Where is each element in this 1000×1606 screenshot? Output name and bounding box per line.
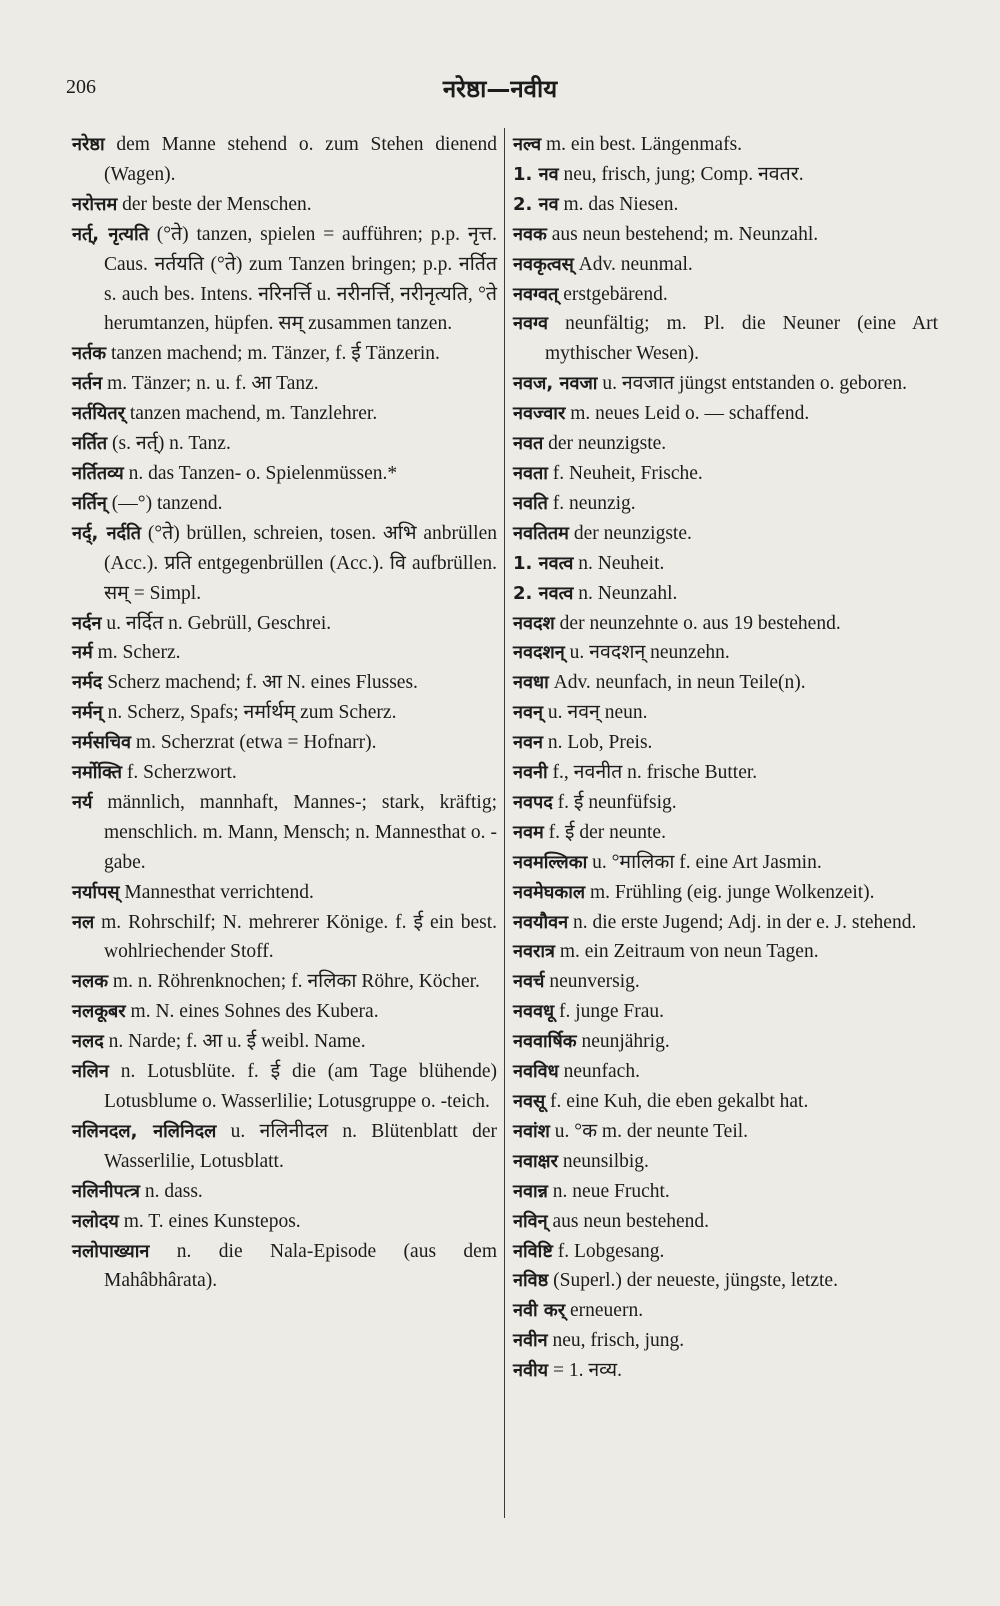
entry-definition: neunfach. — [563, 1061, 640, 1083]
dictionary-entry — [513, 997, 938, 1027]
entry-definition: u. नवदशन् neunzehn. — [569, 642, 730, 664]
entry-headword: नवनी — [513, 762, 548, 784]
entry-headword: नवान्न — [513, 1180, 548, 1202]
entry-headword: नवज, नवजा — [513, 373, 598, 395]
entry-definition: dem Manne stehend o. zum Stehen dienend (Wagen). — [104, 134, 497, 185]
entry-definition: n. die erste Jugend; Adj. in der e. J. stehend. — [572, 911, 917, 933]
entry-definition: u. नलिनीदल n. Blütenblatt der Wasserlilie, Lotusblatt. — [104, 1120, 498, 1172]
entry-definition: erstgebärend. — [563, 283, 668, 305]
entry-definition: n. dass. — [144, 1180, 203, 1202]
entry-definition: n. Lob, Preis. — [547, 732, 653, 754]
dictionary-entry — [513, 668, 938, 698]
entry-headword: नर्मद — [72, 672, 103, 694]
dictionary-entry — [513, 878, 938, 908]
entry-definition: (°ते) tanzen, spielen = aufführen; p.p. नृत्त. Caus. नर्तयति (°ते) zum Tanzen bringen; p.p. नर्तित s. auch bes. Intens. नरिनर्त्ति u. नरीनर्त्ति, नरीनृत्यति, °ते herumtanzen, hüpfen. सम् zusammen tanzen. — [104, 223, 498, 335]
entry-headword: नवीय — [513, 1360, 549, 1382]
entry-definition: Mannesthat verrichtend. — [124, 881, 314, 903]
dictionary-entry — [513, 698, 938, 728]
entry-headword: नवन् — [513, 702, 543, 724]
entry-headword: नवदशन् — [513, 642, 565, 664]
dictionary-entry — [513, 160, 938, 190]
entry-definition: Adv. neunmal. — [578, 253, 693, 275]
entry-definition: der beste der Menschen. — [122, 193, 312, 215]
dictionary-entry — [72, 1117, 497, 1177]
entry-definition: m. ein Zeitraum von neun Tagen. — [559, 941, 819, 963]
dictionary-entry — [513, 1207, 938, 1237]
dictionary-entry — [513, 1087, 938, 1117]
entry-definition: f. neunzig. — [552, 492, 636, 514]
dictionary-entry — [513, 519, 938, 549]
entry-definition: (Superl.) der neueste, jüngste, letzte. — [553, 1270, 838, 1292]
entry-definition: der neunzigste. — [573, 522, 692, 544]
entry-headword: नलिन — [72, 1061, 109, 1083]
entry-definition: m. Frühling (eig. junge Wolkenzeit). — [589, 881, 875, 903]
entry-headword: नवरात्र — [513, 941, 555, 963]
dictionary-entry — [513, 220, 938, 250]
entry-definition: aus neun bestehend; m. Neunzahl. — [551, 223, 819, 245]
page-number: 206 — [66, 76, 96, 98]
dictionary-entry — [72, 638, 497, 668]
dictionary-entry — [513, 459, 938, 489]
entry-headword: नर्य — [72, 791, 93, 813]
entry-definition: f. ई der neunte. — [548, 821, 666, 843]
entry-headword: नर्तयितर् — [72, 403, 125, 425]
dictionary-entry — [72, 908, 497, 968]
entry-definition: neu, frisch, jung. — [552, 1330, 685, 1352]
entry-definition: f. junge Frau. — [558, 1001, 665, 1023]
entry-headword: नवमेघकाल — [513, 881, 586, 903]
entry-headword: नरेष्ठा — [72, 134, 105, 155]
entry-definition: u. नर्दित n. Gebrüll, Geschrei. — [106, 612, 332, 634]
entry-headword: नविष्टि — [513, 1240, 553, 1262]
entry-headword: नर्म — [72, 642, 93, 664]
entry-definition: m. ein best. Längenmafs. — [546, 134, 743, 155]
dictionary-entry — [513, 250, 938, 280]
dictionary-entry — [513, 728, 938, 758]
entry-headword: नववार्षिक — [513, 1031, 577, 1053]
entry-headword: नवग्व — [513, 313, 549, 335]
entry-definition: (—°) tanzend. — [111, 492, 223, 514]
entry-headword: नल — [72, 911, 95, 933]
entry-headword: नवदश — [513, 612, 555, 634]
entry-definition: Adv. neunfach, in neun Teile(n). — [553, 672, 806, 694]
dictionary-entry — [513, 429, 938, 459]
entry-definition: (s. नर्त्) n. Tanz. — [112, 433, 231, 455]
entry-definition: u. °मालिका f. eine Art Jasmin. — [592, 851, 822, 873]
entry-headword: 1. नवत्व — [513, 552, 574, 574]
entry-definition: m. Scherz. — [97, 642, 181, 664]
entry-definition: f. Scherzwort. — [126, 762, 237, 784]
entry-headword: नवक — [513, 223, 547, 245]
entry-headword: नलोपाख्यान — [72, 1240, 150, 1262]
entry-definition: m. das Niesen. — [563, 193, 679, 215]
dictionary-entry — [72, 788, 497, 878]
entry-definition: n. Neunzahl. — [578, 582, 678, 604]
entry-headword: नलकूबर — [72, 1001, 126, 1023]
entry-definition: aus neun bestehend. — [552, 1210, 710, 1232]
entry-headword: नलक — [72, 971, 109, 993]
dictionary-entry — [72, 609, 497, 639]
entry-headword: नवर्च — [513, 971, 545, 993]
dictionary-entry — [72, 1177, 497, 1207]
dictionary-entry — [72, 1057, 497, 1117]
entry-definition: neunfältig; m. Pl. die Neuner (eine Art mythischer Wesen). — [545, 313, 938, 365]
dictionary-entry — [72, 369, 497, 399]
entry-definition: n. Neuheit. — [578, 552, 665, 574]
entry-headword: नवसू — [513, 1091, 546, 1112]
dictionary-entry — [513, 549, 938, 579]
entry-definition: m. n. Röhrenknochen; f. नलिका Röhre, Köcher. — [112, 971, 480, 993]
dictionary-entry — [72, 997, 497, 1027]
entry-definition: f. Neuheit, Frische. — [552, 462, 703, 484]
right-column — [513, 130, 938, 1386]
entry-headword: नर्द्, नर्दति — [72, 522, 142, 544]
dictionary-entry — [72, 519, 497, 609]
dictionary-entry — [72, 698, 497, 728]
entry-definition: m. Scherzrat (etwa = Hofnarr). — [135, 732, 377, 754]
dictionary-entry — [513, 1356, 938, 1386]
entry-headword: नर्दन — [72, 612, 102, 634]
dictionary-entry — [513, 788, 938, 818]
entry-headword: नर्मन् — [72, 702, 103, 724]
dictionary-entry — [72, 1237, 497, 1297]
entry-definition: m. Rohrschilf; N. mehrerer Könige. f. ई ein best. wohlriechender Stoff. — [101, 911, 498, 963]
entry-headword: नविष्ठ — [513, 1270, 549, 1292]
dictionary-entry — [513, 1057, 938, 1087]
dictionary-entry — [72, 399, 497, 429]
entry-headword: 2. नवत्व — [513, 582, 574, 604]
dictionary-entry — [513, 908, 938, 938]
entry-headword: नरोत्तम — [72, 193, 118, 215]
dictionary-entry — [513, 609, 938, 639]
entry-headword: नवमल्लिका — [513, 851, 588, 873]
dictionary-entry — [72, 459, 497, 489]
entry-definition: m. T. eines Kunstepos. — [123, 1210, 301, 1232]
entry-headword: नवाक्षर — [513, 1150, 558, 1172]
entry-headword: नवी कर् — [513, 1300, 566, 1322]
entry-definition: erneuern. — [570, 1300, 644, 1322]
entry-headword: नवम — [513, 821, 544, 843]
dictionary-entry — [513, 967, 938, 997]
dictionary-entry — [513, 1266, 938, 1296]
entry-headword: 1. नव — [513, 163, 559, 185]
entry-definition: n. neue Frucht. — [552, 1180, 670, 1202]
dictionary-entry — [513, 937, 938, 967]
entry-headword: नर्तन — [72, 373, 103, 395]
entry-definition: männlich, mannhaft, Mannes-; stark, kräftig; menschlich. m. Mann, Mensch; n. Mannesthat o. -gabe. — [104, 791, 498, 873]
entry-definition: u. °क m. der neunte Teil. — [554, 1120, 749, 1142]
entry-definition: n. Lotusblüte. f. ई die (am Tage blühende) Lotusblume o. Wasserlilie; Lotusgruppe o. -teich. — [104, 1061, 497, 1112]
dictionary-entry — [513, 1237, 938, 1267]
entry-definition: der neunzigste. — [548, 433, 667, 455]
entry-definition: neunsilbig. — [562, 1150, 649, 1172]
dictionary-entry — [513, 1147, 938, 1177]
entry-headword: नविन् — [513, 1210, 548, 1232]
entry-definition: f. eine Kuh, die eben gekalbt hat. — [550, 1091, 809, 1112]
dictionary-entry — [72, 1207, 497, 1237]
entry-definition: n. das Tanzen- o. Spielenmüssen.* — [128, 462, 398, 484]
entry-headword: नर्यापस् — [72, 881, 120, 903]
entry-headword: नवविध — [513, 1061, 559, 1083]
dictionary-entry — [513, 130, 938, 160]
entry-definition: (°ते) brüllen, schreien, tosen. अभि anbrüllen (Acc.). प्रति entgegenbrüllen (Acc.). वि aufbrüllen. सम् = Simpl. — [104, 522, 497, 604]
entry-headword: नर्तक — [72, 343, 107, 365]
entry-headword: नवति — [513, 492, 548, 514]
dictionary-entry — [513, 489, 938, 519]
dictionary-entry — [513, 1117, 938, 1147]
dictionary-entry — [513, 1027, 938, 1057]
entry-definition: n. Narde; f. आ u. ई weibl. Name. — [108, 1031, 366, 1053]
entry-headword: नवतितम — [513, 522, 569, 544]
entry-definition: Scherz machend; f. आ N. eines Flusses. — [107, 672, 418, 694]
dictionary-entry — [513, 579, 938, 609]
dictionary-entry — [72, 728, 497, 758]
entry-definition: = 1. नव्य. — [552, 1360, 623, 1382]
entry-headword: नवग्वत् — [513, 283, 559, 305]
entry-definition: neunversig. — [549, 971, 640, 993]
dictionary-entry — [72, 339, 497, 369]
entry-headword: नवन — [513, 732, 543, 754]
entry-headword: नवकृत्वस् — [513, 253, 574, 275]
dictionary-entry — [513, 1326, 938, 1356]
entry-definition: tanzen machend, m. Tanzlehrer. — [129, 403, 378, 425]
entry-definition: neu, frisch, jung; Comp. नवतर. — [563, 163, 804, 185]
dictionary-entry — [513, 1296, 938, 1326]
entry-headword: 2. नव — [513, 193, 559, 215]
dictionary-entry — [72, 130, 497, 190]
entry-headword: नर्तित — [72, 433, 108, 455]
entry-headword: नलिनदल, नलिनिदल — [72, 1120, 217, 1142]
dictionary-entry — [72, 758, 497, 788]
dictionary-entry — [513, 190, 938, 220]
dictionary-entry — [513, 818, 938, 848]
entry-headword: नल्व — [513, 134, 542, 155]
left-column — [72, 130, 497, 1296]
dictionary-entry — [72, 220, 497, 340]
dictionary-entry — [72, 190, 497, 220]
entry-headword: नर्तितव्य — [72, 462, 124, 484]
entry-headword: नववधू — [513, 1001, 555, 1023]
dictionary-entry — [72, 429, 497, 459]
column-divider — [504, 128, 505, 1518]
entry-headword: नवपद — [513, 791, 553, 813]
dictionary-entry — [513, 280, 938, 310]
entry-headword: नवज्वार — [513, 403, 566, 425]
dictionary-entry — [513, 1177, 938, 1207]
entry-definition: u. नवन् neun. — [547, 702, 648, 724]
page-header — [66, 74, 934, 106]
dictionary-entry — [72, 1027, 497, 1057]
entry-definition: m. neues Leid o. — schaffend. — [570, 403, 810, 425]
dictionary-entry — [513, 399, 938, 429]
entry-headword: नवत — [513, 433, 544, 455]
entry-definition: neunjährig. — [581, 1031, 670, 1053]
entry-definition: f. ई neunfüfsig. — [557, 791, 677, 813]
entry-definition: f. Lobgesang. — [557, 1240, 665, 1262]
dictionary-entry — [72, 489, 497, 519]
entry-definition: u. नवजात jüngst entstanden o. geboren. — [602, 373, 908, 395]
dictionary-entry — [513, 758, 938, 788]
entry-definition: n. Scherz, Spafs; नर्मार्थम् zum Scherz. — [107, 702, 397, 724]
dictionary-entry — [72, 668, 497, 698]
entry-definition: m. Tänzer; n. u. f. आ Tanz. — [107, 373, 319, 395]
entry-headword: नवीन — [513, 1330, 548, 1352]
dictionary-entry — [513, 309, 938, 369]
entry-definition: der neunzehnte o. aus 19 bestehend. — [559, 612, 841, 634]
entry-definition: tanzen machend; m. Tänzer, f. ई Tänzerin. — [110, 343, 440, 365]
entry-headword: नलोदय — [72, 1210, 119, 1232]
entry-definition: n. die Nala-Episode (aus dem Mahâbhârata). — [104, 1240, 498, 1292]
entry-headword: नर्मोक्ति — [72, 762, 122, 784]
entry-headword: नलिनीपत्त्र — [72, 1180, 140, 1202]
entry-headword: नवांश — [513, 1120, 550, 1142]
entry-headword: नवता — [513, 462, 548, 484]
dictionary-entry — [513, 848, 938, 878]
entry-headword: नलद — [72, 1031, 104, 1053]
entry-headword: नवधा — [513, 672, 549, 694]
dictionary-entry — [72, 967, 497, 997]
dictionary-entry — [513, 638, 938, 668]
entry-definition: f., नवनीत n. frische Butter. — [552, 762, 758, 784]
dictionary-entry — [72, 878, 497, 908]
entry-headword: नर्त्, नृत्यति — [72, 223, 149, 245]
running-head: नरेष्ठा—नवीय — [442, 75, 558, 103]
entry-definition: m. N. eines Sohnes des Kubera. — [130, 1001, 379, 1023]
entry-headword: नवयौवन — [513, 911, 569, 933]
entry-headword: नर्मसचिव — [72, 732, 132, 754]
dictionary-entry — [513, 369, 938, 399]
entry-headword: नर्तिन् — [72, 492, 107, 514]
